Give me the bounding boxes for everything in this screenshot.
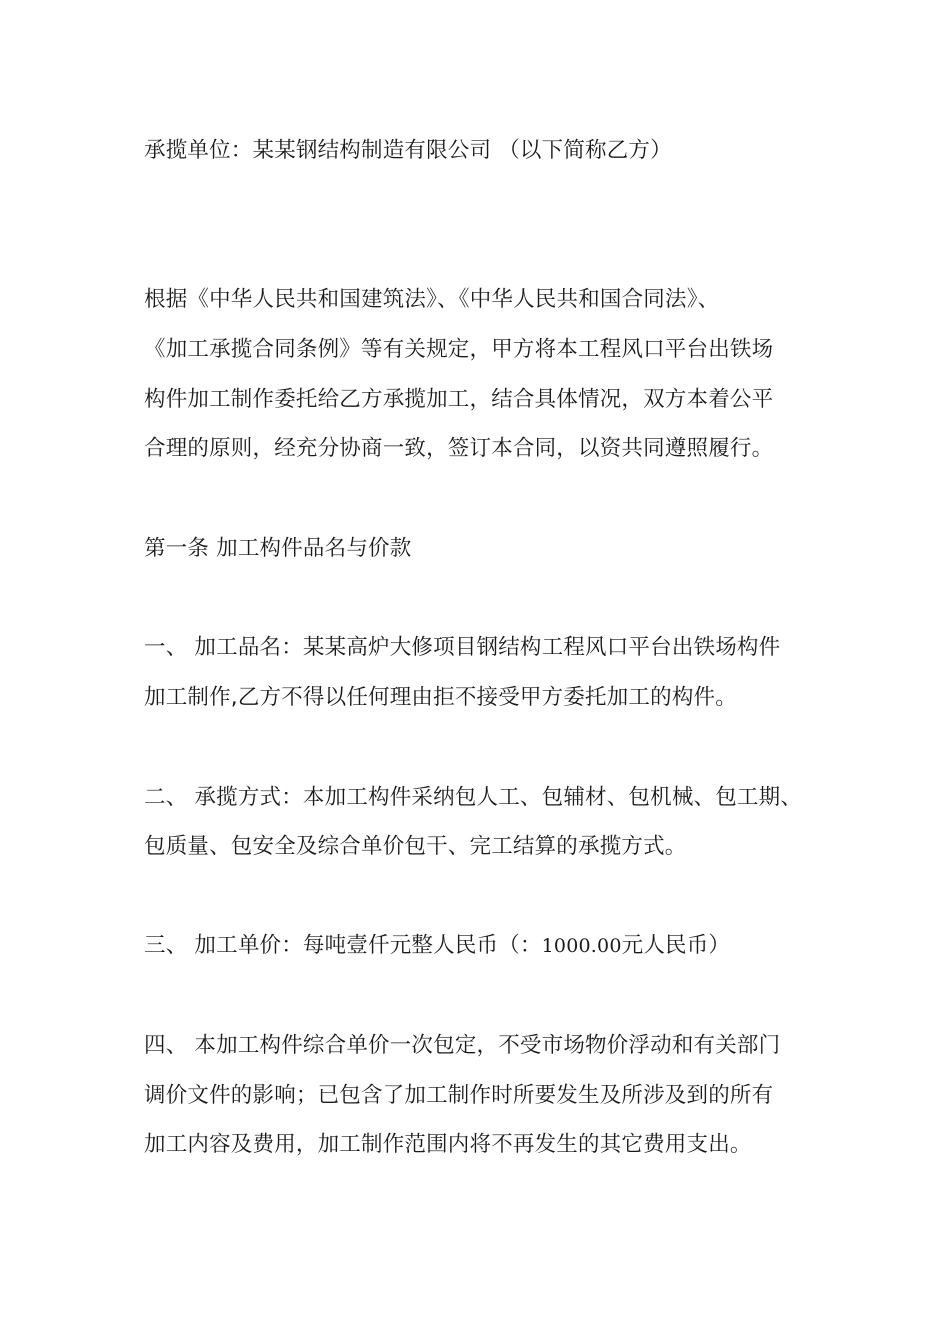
item-three-line [144, 931, 730, 961]
contractor-line: 承揽单位：某某钢结构制造有限公司 （以下简称乙方） [144, 138, 672, 163]
item-four-line-1: 四、 本加工构件综合单价一次包定，不受市场物价浮动和有关部门 [144, 1033, 781, 1058]
item-one-line-2: 加工制作,乙方不得以任何理由拒不接受甲方委托加工的构件。 [144, 685, 737, 710]
item-two-line-2: 包质量、包安全及综合单价包干、完工结算的承揽方式。 [144, 834, 687, 859]
preamble-line-4: 合理的原则，经充分协商一致，签订本合同，以资共同遵照履行。 [144, 436, 774, 461]
item-four-line-2: 调价文件的影响；已包含了加工制作时所要发生及所涉及到的所有 [144, 1083, 774, 1108]
preamble-line-3: 构件加工制作委托给乙方承揽加工，结合具体情况，双方本着公平 [144, 387, 774, 412]
preamble-line-1: 根据《中华人民共和国建筑法》、《中华人民共和国合同法》、 [144, 287, 720, 312]
preamble-line-2: 《加工承揽合同条例》等有关规定，甲方将本工程风口平台出铁场 [144, 337, 774, 362]
item-one-line-1: 一、 加工品名：某某高炉大修项目钢结构工程风口平台出铁场构件 [144, 635, 781, 660]
item-three-prefix: 三、 加工单价：每吨壹仟元整人民币（： [144, 933, 542, 958]
item-two-line-1: 二、 承揽方式：本加工构件采纳包人工、包辅材、包机械、包工期、 [144, 785, 803, 810]
item-three-amount: 1000.00 [541, 935, 622, 957]
item-four-line-3: 加工内容及费用，加工制作范围内将不再发生的其它费用支出。 [144, 1132, 752, 1157]
item-three-suffix: 元人民币） [621, 933, 731, 958]
article-one-title: 第一条 加工构件品名与价款 [144, 536, 412, 561]
